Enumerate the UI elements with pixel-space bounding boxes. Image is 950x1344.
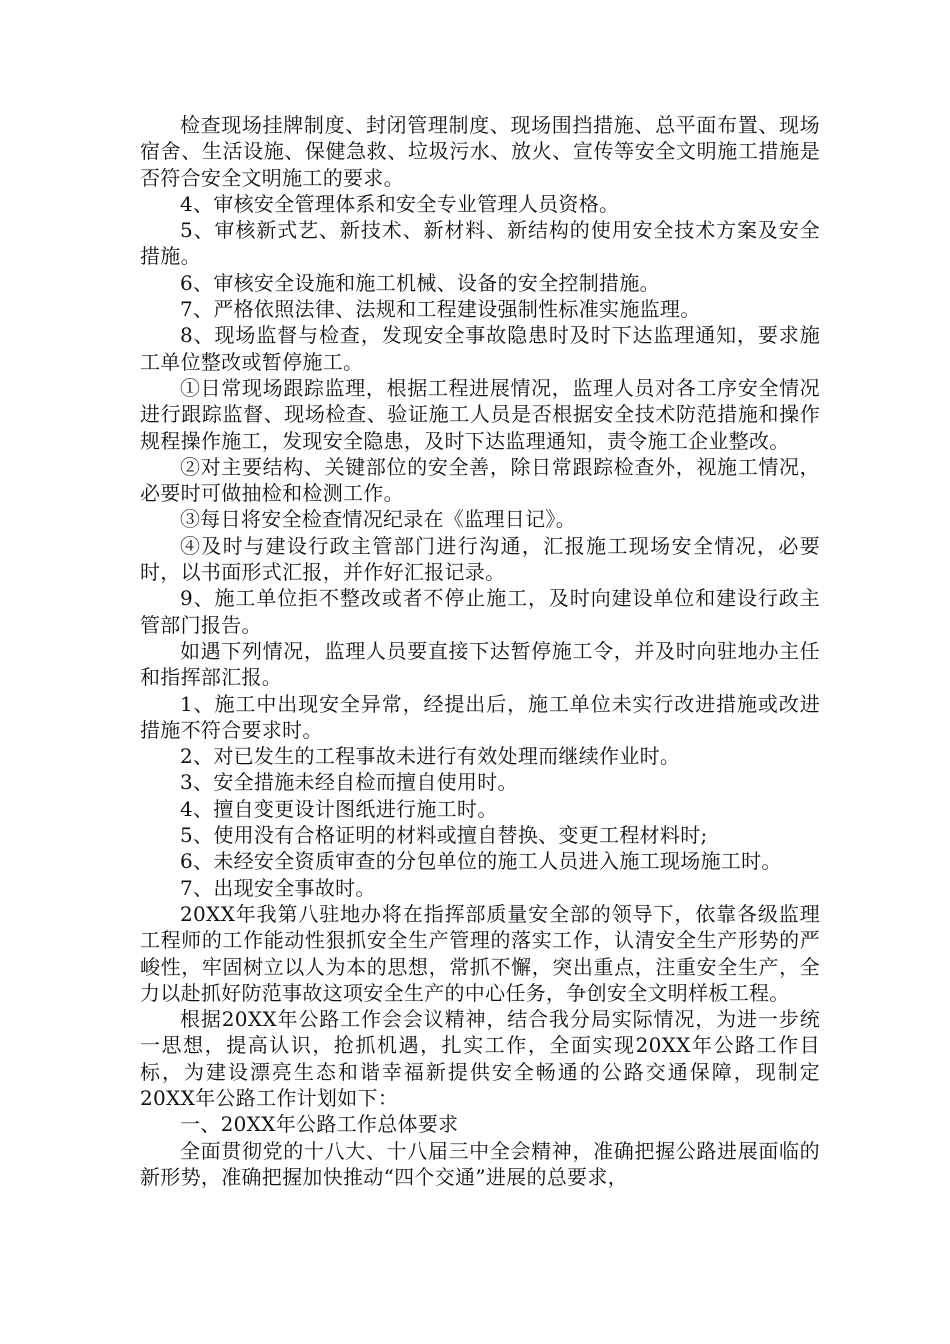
paragraph: 8、现场监督与检查，发现安全事故隐患时及时下达监理通知，要求施工单位整改或暂停施工。 (140, 323, 820, 374)
paragraph: 3、安全措施未经自检而擅自使用时。 (180, 770, 518, 795)
paragraph: ④及时与建设行政主管部门进行沟通，汇报施工现场安全情况，必要时，以书面形式汇报，并作好汇报记录。 (140, 533, 820, 585)
paragraph: 5、审核新式艺、新技术、新材料、新结构的使用安全技术方案及安全措施。 (140, 218, 820, 269)
paragraph: ②对主要结构、关键部位的安全善，除日常跟踪检查外，视施工情况，必要时可做抽检和检测工作。 (140, 454, 820, 506)
paragraph: 2、对已发生的工程事故未进行有效处理而继续作业时。 (180, 744, 681, 769)
paragraph: 7、出现安全事故时。 (180, 875, 376, 900)
paragraph: 如遇下列情况，监理人员要直接下达暂停施工令，并及时向驻地办主任和指挥部汇报。 (140, 638, 820, 690)
paragraph: 20XX年我第八驻地办将在指挥部质量安全部的领导下，依靠各级监理工程师的工作能动性狠抓安全生产管理的落实工作，认清安全生产形势的严峻性，牢固树立以人为本的思想，常抓不懈，突出重点，注重安全生产，全力以赴抓好防范事故这项安全生产的中心任务，争创安全文明样板工程。 (140, 901, 820, 1005)
paragraph: 9、施工单位拒不整改或者不停止施工，及时向建设单位和建设行政主管部门报告。 (140, 586, 820, 637)
paragraph: ③每日将安全检查情况纪录在《监理日记》。 (180, 507, 576, 532)
paragraph: 5、使用没有合格证明的材料或擅自替换、变更工程材料时; (180, 823, 708, 848)
paragraph: 全面贯彻党的十八大、十八届三中全会精神，准确把握公路进展面临的新形势，准确把握加快推动“四个交通”进展的总要求， (140, 1138, 820, 1189)
paragraph: 6、未经安全资质审查的分包单位的施工人员进入施工现场施工时。 (180, 849, 782, 874)
paragraph: 6、审核安全设施和施工机械、设备的安全控制措施。 (180, 270, 660, 295)
paragraph: ①日常现场跟踪监理，根据工程进展情况，监理人员对各工序安全情况进行跟踪监督、现场检查、验证施工人员是否根据安全技术防范措施和操作规程操作施工，发现安全隐患，及时下达监理通知，责令施工企业整改。 (140, 375, 820, 453)
section-heading: 一、20XX年公路工作总体要求 (180, 1112, 459, 1137)
paragraph: 7、严格依照法律、法规和工程建设强制性标准实施监理。 (180, 297, 701, 322)
paragraph: 1、施工中出现安全异常，经提出后，施工单位未实行改进措施或改进措施不符合要求时。 (140, 691, 820, 742)
paragraph: 根据20XX年公路工作会会议精神，结合我分局实际情况，为进一步统一思想，提高认识，抢抓机遇，扎实工作，全面实现20XX年公路工作目标，为建设漂亮生态和谐幸福新提供安全畅通的公路交通保障，现制定20XX年公路工作计划如下： (140, 1007, 820, 1110)
document-body (140, 112, 820, 1190)
paragraph: 4、审核安全管理体系和安全专业管理人员资格。 (180, 191, 620, 216)
paragraph: 检查现场挂牌制度、封闭管理制度、现场围挡措施、总平面布置、现场宿舍、生活设施、保健急救、垃圾污水、放火、宣传等安全文明施工措施是否符合安全文明施工的要求。 (140, 113, 820, 190)
paragraph: 4、擅自变更设计图纸进行施工时。 (180, 796, 498, 821)
